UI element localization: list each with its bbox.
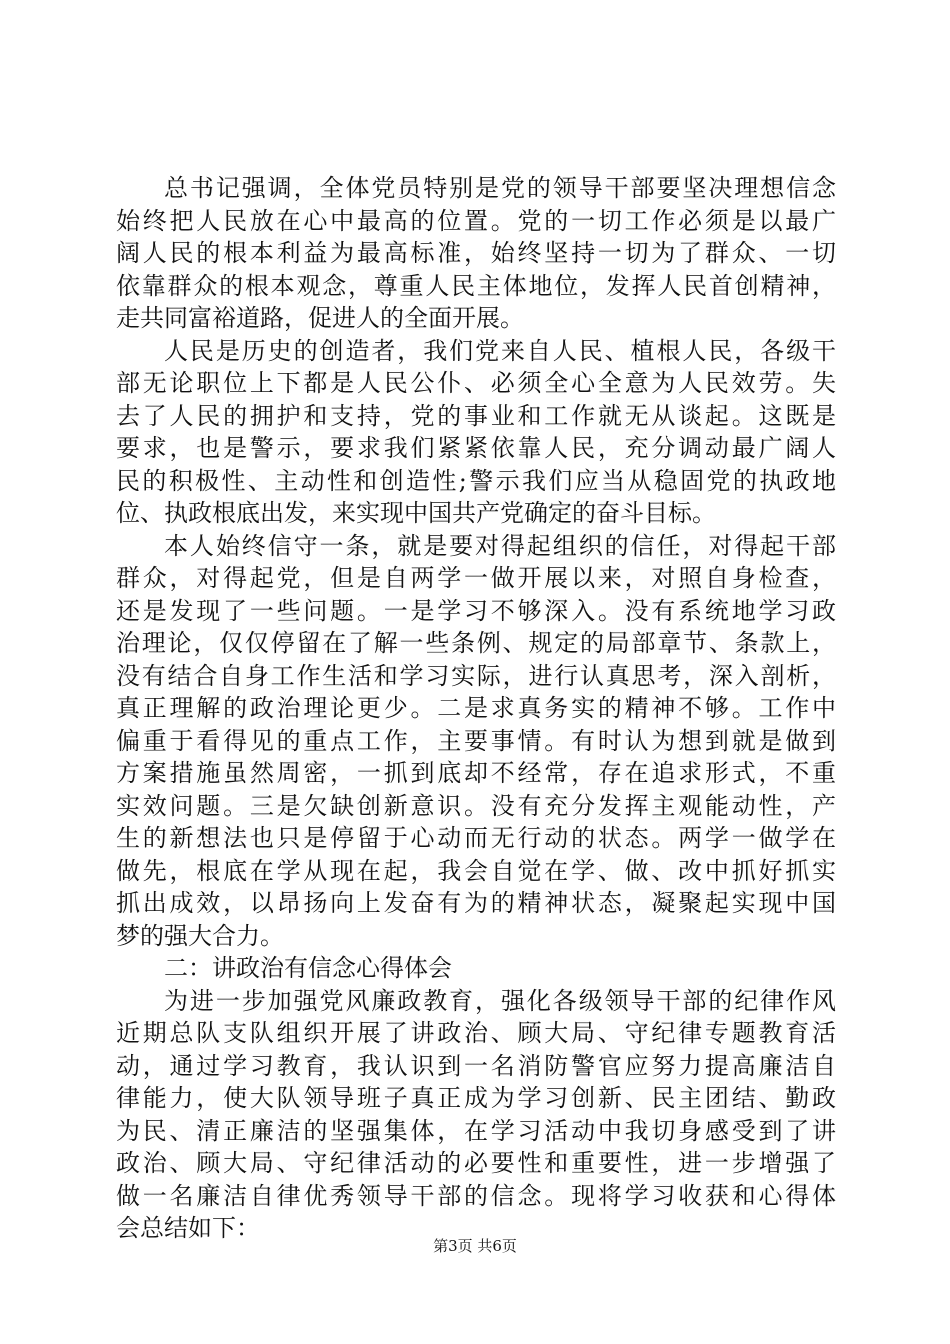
text-line: 群众，对得起党，但是自两学一做开展以来，对照自身检查， bbox=[116, 564, 836, 592]
section-heading-text: 二：讲政治有信念心得体会 bbox=[164, 954, 452, 982]
text-line: 方案措施虽然周密，一抓到底却不经常，存在追求形式，不重 bbox=[116, 759, 836, 787]
text-line: 总书记强调，全体党员特别是党的领导干部要坚决理想信念 bbox=[164, 174, 836, 202]
text-line: 民的积极性、主动性和创造性;警示我们应当从稳固党的执政地 bbox=[116, 466, 836, 495]
section-heading bbox=[116, 952, 836, 985]
text-line: 做一名廉洁自律优秀领导干部的信念。现将学习收获和心得体 bbox=[116, 1181, 836, 1210]
text-line: 政治、顾大局、守纪律活动的必要性和重要性，进一步增强了 bbox=[116, 1149, 836, 1177]
text-line: 人民是历史的创造者，我们党来自人民、植根人民，各级干 bbox=[164, 336, 836, 365]
paragraph-2 bbox=[116, 335, 836, 530]
text-line: 本人始终信守一条，就是要对得起组织的信任，对得起干部 bbox=[164, 531, 836, 560]
text-line: 始终把人民放在心中最高的位置。党的一切工作必须是以最广 bbox=[116, 206, 836, 235]
text-line: 去了人民的拥护和支持，党的事业和工作就无从谈起。这既是 bbox=[116, 401, 836, 430]
text-line: 位、执政根底出发，来实现中国共产党确定的奋斗目标。 bbox=[116, 499, 716, 527]
text-line: 治理论，仅仅停留在了解一些条例、规定的局部章节、条款上， bbox=[116, 629, 836, 657]
text-line: 实效问题。三是欠缺创新意识。没有充分发挥主观能动性，产 bbox=[116, 791, 836, 820]
text-line: 抓出成效，以昂扬向上发奋有为的精神状态，凝聚起实现中国 bbox=[116, 889, 836, 917]
text-line: 律能力，使大队领导班子真正成为学习创新、民主团结、勤政 bbox=[116, 1084, 836, 1112]
text-line: 依靠群众的根本观念，尊重人民主体地位，发挥人民首创精神， bbox=[116, 271, 836, 300]
text-line: 部无论职位上下都是人民公仆、必须全心全意为人民效劳。失 bbox=[116, 369, 836, 397]
text-line: 动，通过学习教育，我认识到一名消防警官应努力提高廉洁自 bbox=[116, 1051, 836, 1080]
text-line: 会总结如下： bbox=[116, 1214, 260, 1242]
page-number: 第3页 共6页 bbox=[433, 1237, 517, 1255]
paragraph-5 bbox=[116, 985, 836, 1245]
text-line: 真正理解的政治理论更少。二是求真务实的精神不够。工作中 bbox=[116, 694, 836, 722]
text-line: 做先，根底在学从现在起，我会自觉在学、做、改中抓好抓实 bbox=[116, 856, 836, 885]
text-line: 偏重于看得见的重点工作，主要事情。有时认为想到就是做到 bbox=[116, 726, 836, 755]
paragraph-3 bbox=[116, 530, 836, 953]
text-line: 走共同富裕道路，促进人的全面开展。 bbox=[116, 304, 524, 332]
text-line: 为进一步加强党风廉政教育，强化各级领导干部的纪律作风 bbox=[164, 986, 836, 1015]
text-line: 为民、清正廉洁的坚强集体，在学习活动中我切身感受到了讲 bbox=[116, 1116, 836, 1145]
paragraph-1 bbox=[116, 172, 836, 335]
text-line: 还是发现了一些问题。一是学习不够深入。没有系统地学习政 bbox=[116, 596, 836, 625]
text-line: 没有结合自身工作生活和学习实际，进行认真思考，深入剖析， bbox=[116, 661, 836, 690]
document-body bbox=[116, 172, 836, 1245]
text-line: 近期总队支队组织开展了讲政治、顾大局、守纪律专题教育活 bbox=[116, 1019, 836, 1047]
text-line: 要求，也是警示，要求我们紧紧依靠人民，充分调动最广阔人 bbox=[116, 434, 836, 462]
text-line: 阔人民的根本利益为最高标准，始终坚持一切为了群众、一切 bbox=[116, 239, 836, 267]
text-line: 生的新想法也只是停留于心动而无行动的状态。两学一做学在 bbox=[116, 824, 836, 852]
text-line: 梦的强大合力。 bbox=[116, 921, 284, 950]
